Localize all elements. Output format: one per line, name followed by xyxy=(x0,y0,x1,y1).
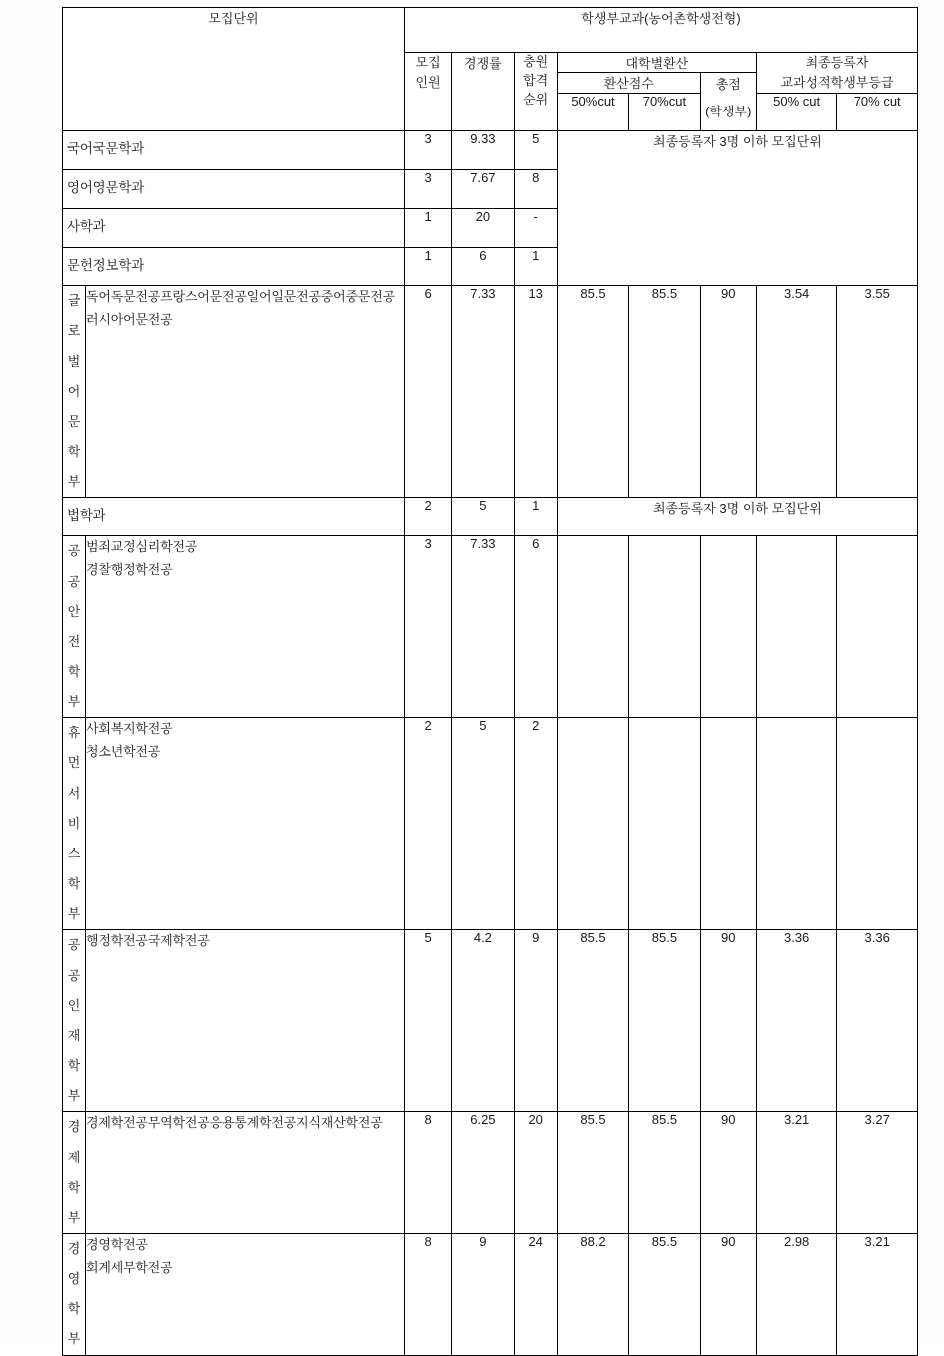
header-grade-50cut: 50% cut xyxy=(756,94,836,131)
cell-capacity: 3 xyxy=(404,131,451,170)
table-row xyxy=(63,286,918,498)
faculty-label-char: 공 xyxy=(67,967,81,983)
major-name: 사회복지학전공 xyxy=(86,721,173,737)
cell-grade-70cut: 3.36 xyxy=(837,930,918,1112)
table-row xyxy=(63,930,918,1112)
cell-capacity: 8 xyxy=(404,1233,451,1355)
cell-conversion-50cut: 85.5 xyxy=(557,1112,628,1234)
major-list xyxy=(86,930,404,1111)
faculty-label-char: 글 xyxy=(67,293,81,309)
cell-competition-rate: 9 xyxy=(452,1233,514,1355)
major-name: 행정학전공국제학전공 xyxy=(86,933,210,949)
faculty-label-char: 휴 xyxy=(67,725,81,741)
header-final-enrolled-line1: 최종등록자 xyxy=(805,55,869,70)
header-total-score-line1: 총점 xyxy=(715,77,741,92)
cell-competition-rate: 5 xyxy=(452,498,514,536)
cell-fill-rank: 1 xyxy=(514,498,557,536)
cell-capacity: 8 xyxy=(404,1112,451,1234)
department-name: 법학과 xyxy=(67,508,106,524)
cell-fill-rank: 13 xyxy=(514,286,557,498)
major-list xyxy=(86,1234,404,1355)
major-name: 청소년학전공 xyxy=(86,744,161,760)
cell-total-score: 90 xyxy=(700,930,756,1112)
header-capacity-line2: 인원 xyxy=(415,75,441,91)
department-name: 문헌정보학과 xyxy=(67,258,145,274)
major-name: 범죄교정심리학전공 xyxy=(86,539,198,555)
cell-competition-rate: 6.25 xyxy=(452,1112,514,1234)
cell-grade-70cut xyxy=(837,536,918,718)
faculty-label-char: 비 xyxy=(67,815,81,831)
header-fill-rank xyxy=(514,53,557,131)
faculty-label-char: 부 xyxy=(67,1088,81,1104)
faculty-label-char: 공 xyxy=(67,937,81,953)
header-university-conversion: 대학별환산 xyxy=(557,53,756,73)
header-total-score xyxy=(700,73,756,131)
cell-capacity: 1 xyxy=(404,209,451,248)
major-list xyxy=(86,536,404,717)
table-row xyxy=(63,1112,918,1234)
faculty-label-char: 경 xyxy=(67,1240,81,1256)
cell-grade-50cut: 3.21 xyxy=(756,1112,836,1234)
header-capacity-line1: 모집 xyxy=(415,55,441,70)
header-competition-rate: 경쟁률 xyxy=(452,53,514,131)
cell-fill-rank: 24 xyxy=(514,1233,557,1355)
faculty-label-char: 서 xyxy=(67,785,81,801)
cell-fill-rank: 9 xyxy=(514,930,557,1112)
faculty-label-char: 학 xyxy=(67,876,81,892)
faculty-label-char: 인 xyxy=(67,997,81,1013)
major-name: 경제학전공무역학전공응용통계학전공지식재산학전공 xyxy=(86,1115,383,1131)
faculty-label-char: 전 xyxy=(67,633,81,649)
major-name: 경찰행정학전공 xyxy=(86,562,173,578)
faculty-label-char: 부 xyxy=(67,694,81,710)
cell-total-score xyxy=(700,718,756,930)
cell-conversion-50cut: 85.5 xyxy=(557,930,628,1112)
major-name: 독어독문전공프랑스어문전공일어일문전공중어중문전공 xyxy=(86,289,395,305)
cell-recruitment-unit xyxy=(63,248,405,286)
cell-fill-rank: - xyxy=(514,209,557,248)
major-name: 회계세무학전공 xyxy=(86,1259,173,1275)
cell-conversion-70cut: 85.5 xyxy=(629,286,700,498)
cell-capacity: 3 xyxy=(404,170,451,209)
faculty-label-char: 먼 xyxy=(67,755,81,771)
cell-recruitment-unit xyxy=(63,930,405,1112)
header-fill-rank-line3: 순위 xyxy=(523,91,549,107)
cell-competition-rate: 4.2 xyxy=(452,930,514,1112)
cell-fill-rank: 6 xyxy=(514,536,557,718)
cell-competition-rate: 7.33 xyxy=(452,286,514,498)
cell-recruitment-unit xyxy=(63,718,405,930)
cell-grade-70cut xyxy=(837,718,918,930)
cell-conversion-70cut: 85.5 xyxy=(629,930,700,1112)
header-fill-rank-line2: 합격 xyxy=(523,72,549,88)
faculty-label-char: 학 xyxy=(67,1058,81,1074)
cell-recruitment-unit xyxy=(63,286,405,498)
cell-recruitment-unit xyxy=(63,536,405,718)
cell-fill-rank: 1 xyxy=(514,248,557,286)
cell-competition-rate: 20 xyxy=(452,209,514,248)
faculty-label-char: 영 xyxy=(67,1271,81,1287)
faculty-label-char: 재 xyxy=(67,1027,81,1043)
cell-recruitment-unit xyxy=(63,498,405,536)
header-capacity xyxy=(404,53,451,131)
header-conversion-70cut: 70%cut xyxy=(629,94,700,131)
major-list xyxy=(86,718,404,929)
table-row xyxy=(63,131,918,170)
cell-conversion-50cut: 88.2 xyxy=(557,1233,628,1355)
cell-competition-rate: 6 xyxy=(452,248,514,286)
cell-conversion-70cut: 85.5 xyxy=(629,1233,700,1355)
faculty-label-char: 스 xyxy=(67,845,81,861)
cell-grade-70cut: 3.21 xyxy=(837,1233,918,1355)
header-admission-type: 학생부교과(농어촌학생전형) xyxy=(404,8,917,53)
cell-grade-50cut: 3.54 xyxy=(756,286,836,498)
header-recruitment-unit: 모집단위 xyxy=(63,8,405,131)
cell-fill-rank: 2 xyxy=(514,718,557,930)
faculty-label-char: 안 xyxy=(67,603,81,619)
faculty-label-char: 부 xyxy=(67,1209,81,1225)
major-name: 경영학전공 xyxy=(86,1236,148,1252)
faculty-label-char: 학 xyxy=(67,664,81,679)
cell-competition-rate: 7.67 xyxy=(452,170,514,209)
cell-recruitment-unit xyxy=(63,209,405,248)
faculty-label-char: 부 xyxy=(67,906,81,922)
header-fill-rank-line1: 충원 xyxy=(523,54,549,69)
cell-recruitment-unit xyxy=(63,131,405,170)
faculty-label-char: 제 xyxy=(67,1149,81,1165)
cell-grade-50cut xyxy=(756,536,836,718)
cell-capacity: 2 xyxy=(404,718,451,930)
faculty-label-char: 부 xyxy=(67,1331,81,1347)
cell-total-score: 90 xyxy=(700,1112,756,1234)
cell-recruitment-unit xyxy=(63,1112,405,1234)
cell-conversion-50cut xyxy=(557,536,628,718)
cell-conversion-70cut: 85.5 xyxy=(629,1112,700,1234)
faculty-label-char: 로 xyxy=(67,323,81,339)
cell-grade-50cut: 3.36 xyxy=(756,930,836,1112)
cell-competition-rate: 5 xyxy=(452,718,514,930)
table-row xyxy=(63,536,918,718)
cell-total-score: 90 xyxy=(700,286,756,498)
faculty-label-char: 어 xyxy=(67,383,81,399)
cell-conversion-50cut: 85.5 xyxy=(557,286,628,498)
table-row xyxy=(63,1233,918,1355)
cell-recruitment-unit xyxy=(63,170,405,209)
header-conversion-50cut: 50%cut xyxy=(557,94,628,131)
cell-total-score: 90 xyxy=(700,1233,756,1355)
major-list xyxy=(86,1112,404,1233)
department-name: 사학과 xyxy=(67,219,106,235)
faculty-vertical-label xyxy=(63,536,86,717)
cell-conversion-70cut xyxy=(629,718,700,930)
table-row xyxy=(63,498,918,536)
faculty-vertical-label xyxy=(63,1112,86,1233)
table-header xyxy=(63,8,918,131)
faculty-vertical-label xyxy=(63,718,86,929)
faculty-label-char: 부 xyxy=(67,474,81,490)
header-final-enrolled xyxy=(756,53,917,94)
cell-fill-rank: 8 xyxy=(514,170,557,209)
faculty-label-char: 학 xyxy=(67,1179,81,1195)
cell-fill-rank: 20 xyxy=(514,1112,557,1234)
cell-capacity: 3 xyxy=(404,536,451,718)
cell-competition-rate: 7.33 xyxy=(452,536,514,718)
faculty-label-char: 경 xyxy=(67,1119,81,1135)
header-conversion-score: 환산점수 xyxy=(557,73,700,94)
cell-competition-rate: 9.33 xyxy=(452,131,514,170)
cell-capacity: 2 xyxy=(404,498,451,536)
faculty-label-char: 공 xyxy=(67,573,81,589)
cell-capacity: 6 xyxy=(404,286,451,498)
cell-grade-50cut xyxy=(756,718,836,930)
faculty-label-char: 벌 xyxy=(67,353,81,369)
faculty-label-char: 공 xyxy=(67,543,81,559)
cell-grade-50cut: 2.98 xyxy=(756,1233,836,1355)
cell-grade-70cut: 3.55 xyxy=(837,286,918,498)
cell-total-score xyxy=(700,536,756,718)
major-list xyxy=(86,286,404,497)
faculty-label-char: 학 xyxy=(67,1301,81,1317)
cell-capacity: 5 xyxy=(404,930,451,1112)
faculty-vertical-label xyxy=(63,286,86,497)
major-name: 러시아어문전공 xyxy=(86,312,173,328)
header-total-score-line2: (학생부) xyxy=(705,104,752,118)
table-row xyxy=(63,718,918,930)
faculty-vertical-label xyxy=(63,930,86,1111)
note-few-enrollees: 최종등록자 3명 이하 모집단위 xyxy=(557,131,917,286)
header-grade-70cut: 70% cut xyxy=(837,94,918,131)
faculty-label-char: 문 xyxy=(67,413,81,429)
note-few-enrollees: 최종등록자 3명 이하 모집단위 xyxy=(557,498,917,536)
table-body xyxy=(63,131,918,1355)
faculty-vertical-label xyxy=(63,1234,86,1355)
department-name: 국어국문학과 xyxy=(67,141,145,157)
header-final-enrolled-line2: 교과성적학생부등급 xyxy=(780,75,894,91)
faculty-label-char: 학 xyxy=(67,444,81,460)
cell-conversion-50cut xyxy=(557,718,628,930)
header-row-1 xyxy=(63,8,918,53)
cell-conversion-70cut xyxy=(629,536,700,718)
cell-fill-rank: 5 xyxy=(514,131,557,170)
cell-grade-70cut: 3.27 xyxy=(837,1112,918,1234)
cell-recruitment-unit xyxy=(63,1233,405,1355)
admissions-results-table xyxy=(62,7,918,1356)
cell-capacity: 1 xyxy=(404,248,451,286)
department-name: 영어영문학과 xyxy=(67,180,145,196)
